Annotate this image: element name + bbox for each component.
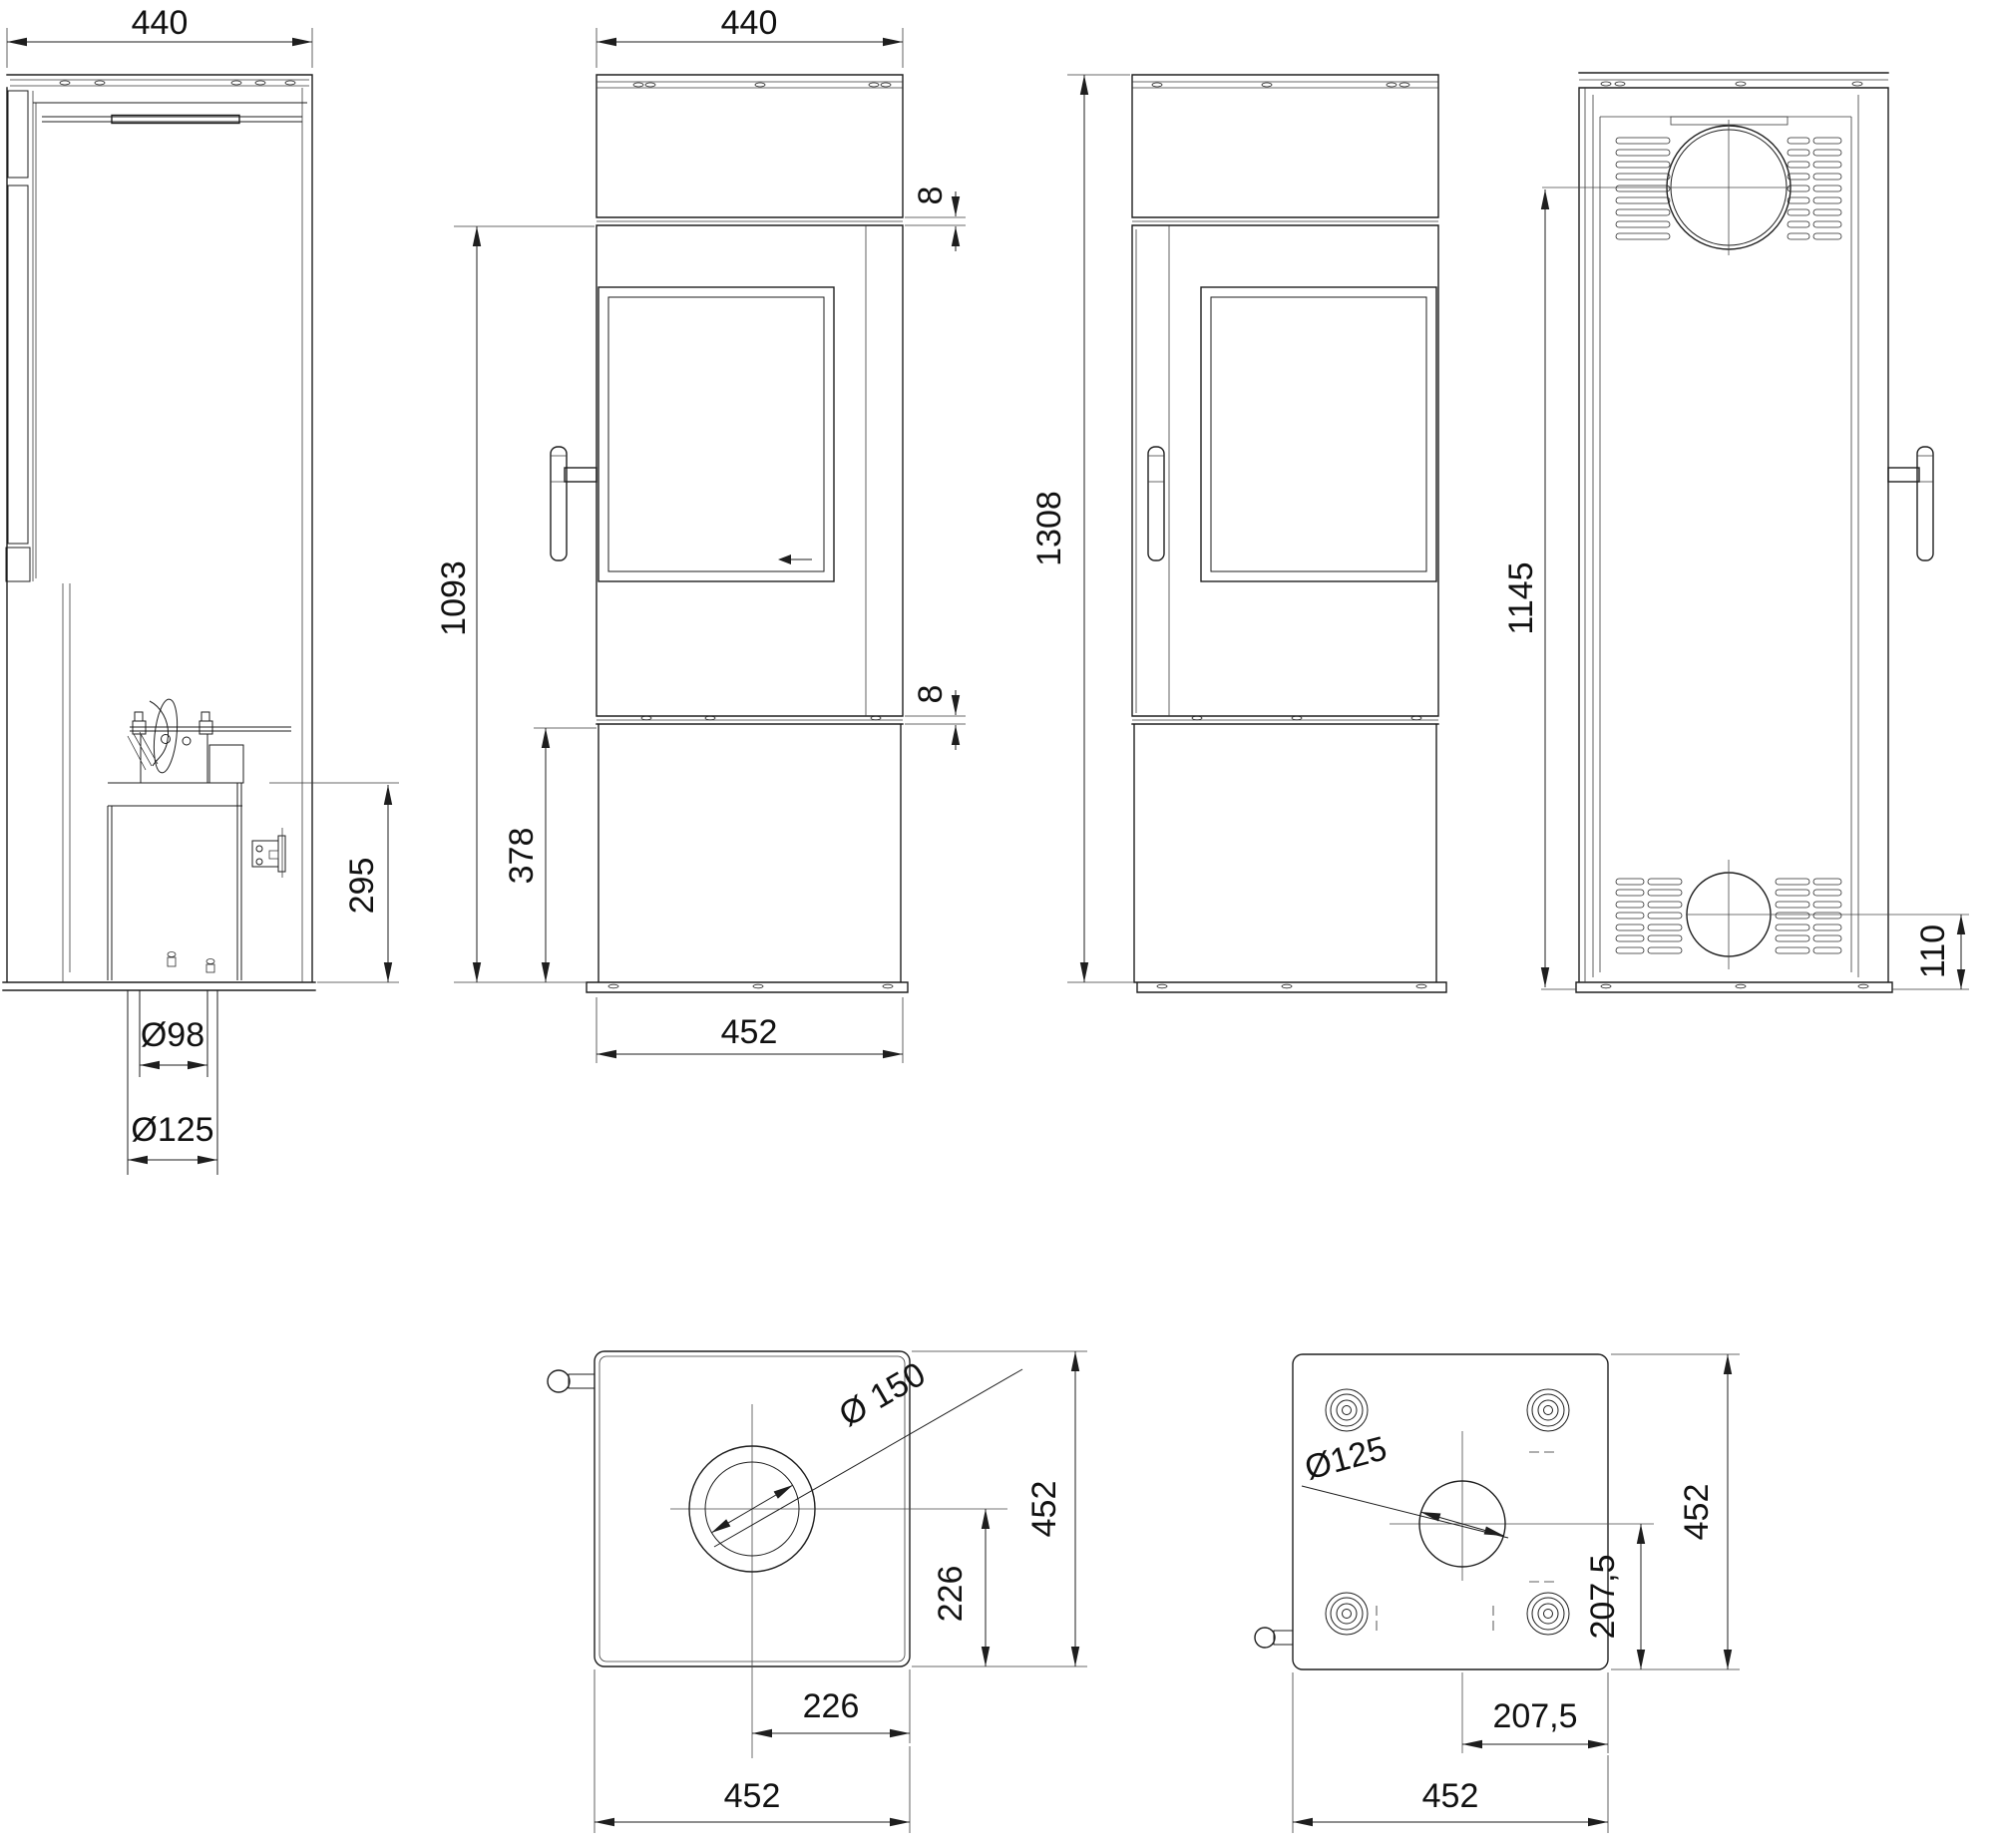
door-glass — [1211, 297, 1426, 571]
dim-label: 1145 — [1502, 561, 1540, 635]
dim-outlet-offset — [269, 783, 399, 982]
dim-flue-center-height — [1502, 189, 1576, 989]
dim-front-width — [597, 4, 903, 68]
door-handle — [551, 447, 597, 560]
dim-top-plate-thickness — [905, 186, 966, 251]
door-glass-edge-upper — [8, 91, 28, 178]
dim-label: 452 — [1678, 1483, 1716, 1541]
dim-label: Ø125 — [131, 1111, 214, 1149]
back-view — [1502, 73, 1969, 992]
dim-mid-plate-thickness — [905, 685, 966, 750]
door-handle — [1148, 447, 1164, 560]
top-plate-view — [548, 1351, 1087, 1833]
door-window-frame — [598, 287, 834, 581]
dim-depth — [1611, 1354, 1740, 1669]
dim-label: Ø98 — [140, 1016, 205, 1054]
levelling-feet — [1326, 1389, 1569, 1635]
dim-label: 452 — [723, 1777, 781, 1815]
dim-label: 1093 — [435, 560, 473, 636]
side-section-view — [3, 4, 399, 1175]
dim-label: 440 — [720, 4, 778, 42]
dim-label: 110 — [1914, 924, 1952, 979]
door-handle-profile — [1888, 447, 1933, 560]
dim-label: 8 — [912, 185, 950, 205]
door-glass-edge-lower — [8, 185, 28, 544]
dim-flue-offset-right — [752, 1669, 910, 1743]
dim-duct-outer — [128, 1111, 217, 1160]
door-glass — [608, 297, 824, 571]
dim-label: 452 — [1025, 1480, 1063, 1538]
dim-flue-offset-bottom — [932, 1509, 986, 1666]
bottom-plate-view — [1255, 1354, 1740, 1833]
dim-base-height — [503, 728, 597, 982]
handle-plan — [548, 1370, 595, 1392]
dim-intake-center-height — [1892, 915, 1969, 989]
dim-flue-diameter — [711, 1355, 1022, 1547]
dim-label: 226 — [802, 1687, 860, 1725]
dim-label: 207,5 — [1492, 1697, 1578, 1735]
dim-intake-offset-bottom — [1584, 1524, 1641, 1669]
dim-label: 226 — [932, 1565, 970, 1623]
dim-label: 452 — [720, 1013, 778, 1051]
side-view — [1030, 75, 1446, 992]
dim-intake-offset-right — [1462, 1672, 1608, 1753]
latch-assembly — [252, 828, 285, 878]
dim-label: 452 — [1421, 1777, 1479, 1815]
door-bottom-edge — [6, 548, 30, 581]
door-window-frame — [1201, 287, 1436, 581]
dim-label: Ø125 — [1301, 1429, 1392, 1488]
air-damper-mechanism — [108, 698, 291, 980]
dim-label: Ø 150 — [832, 1354, 933, 1435]
air-control-arrow-icon — [778, 554, 812, 564]
dim-duct-inner — [140, 1016, 207, 1065]
dim-total-height — [1030, 75, 1134, 982]
dim-base-width — [597, 997, 903, 1063]
dim-label: 207,5 — [1584, 1554, 1622, 1640]
front-view — [435, 4, 966, 1063]
dim-label: 378 — [503, 827, 541, 885]
dim-label: 440 — [131, 4, 189, 42]
ash-box — [209, 745, 243, 783]
dim-label: 1308 — [1030, 491, 1068, 566]
dim-side-width — [7, 4, 312, 68]
dim-label: 295 — [343, 857, 381, 915]
handle-plan — [1255, 1628, 1293, 1648]
dim-label: 8 — [912, 684, 950, 704]
